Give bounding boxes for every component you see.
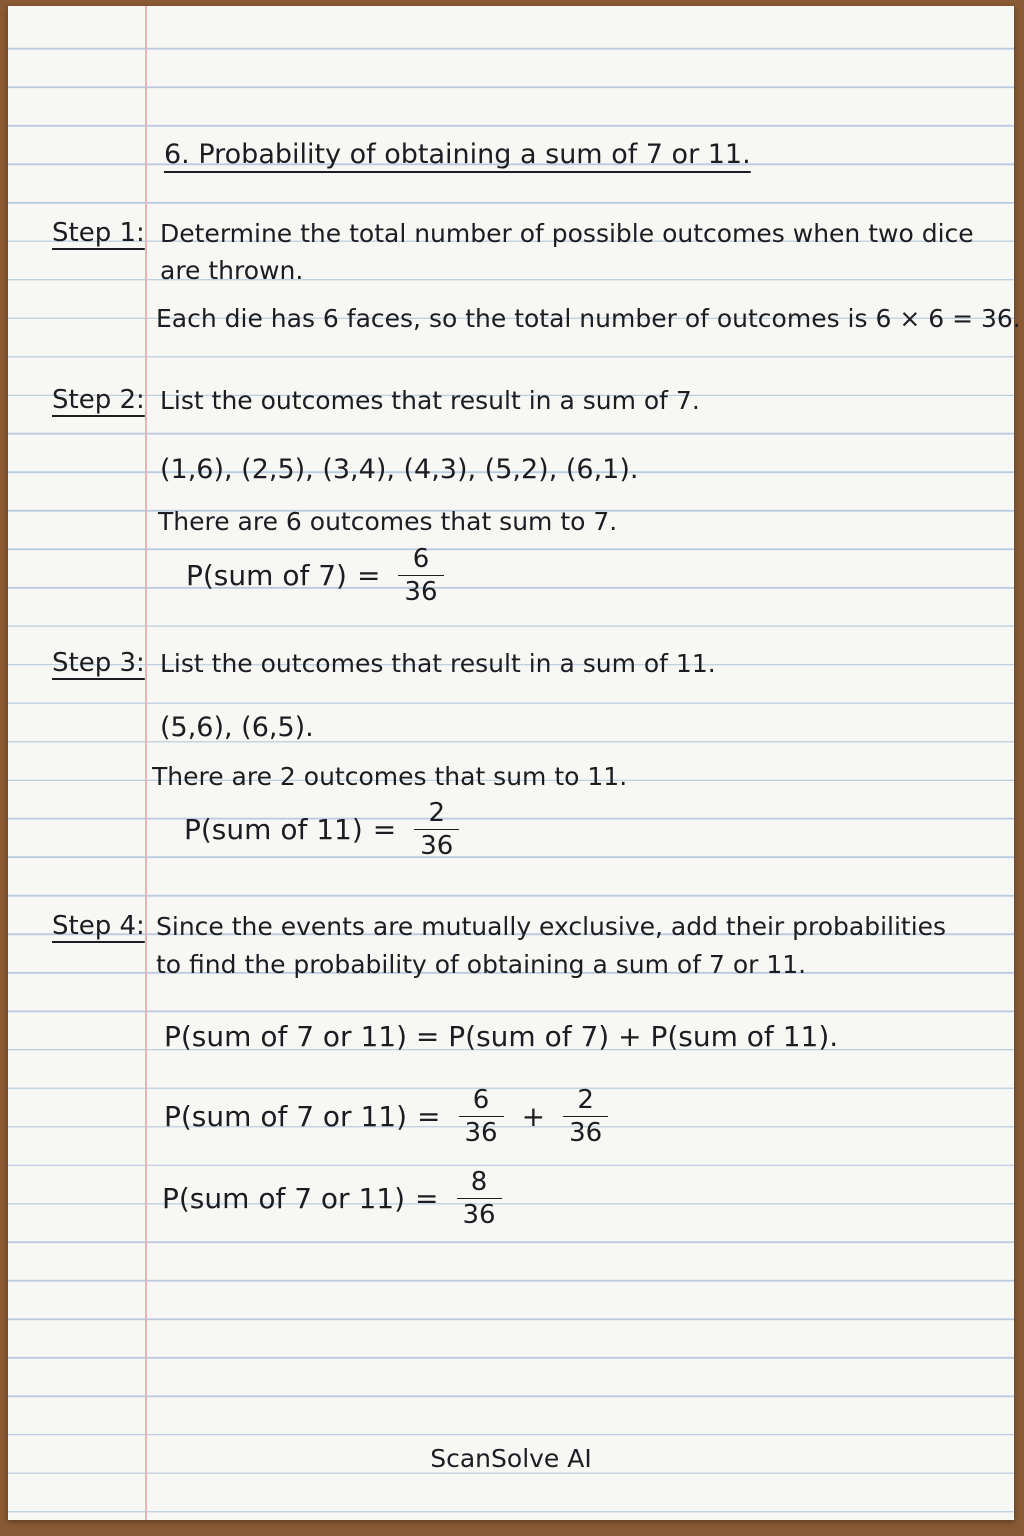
step-2-equation: [186, 543, 452, 608]
step-4-label: Step 4:: [52, 911, 145, 941]
numerator: 6: [412, 544, 430, 574]
eq-lhs: P(sum of 7): [186, 559, 347, 592]
eq-lhs: P(sum of 7 or 11): [162, 1182, 406, 1215]
denominator: 36: [414, 829, 459, 862]
eq-lhs: P(sum of 7 or 11): [164, 1100, 408, 1133]
step-4-equation-1: [164, 1020, 838, 1053]
fraction: [457, 1166, 502, 1231]
step-2-line-3: There are 6 outcomes that sum to 7.: [158, 507, 618, 536]
equals-sign: =: [356, 559, 381, 592]
step-4-line-1: Since the events are mutually exclusive, add their probabilities: [156, 912, 947, 941]
numerator: 6: [472, 1085, 490, 1115]
step-4-line-2: to find the probability of obtaining a sum of 7 or 11.: [156, 950, 807, 979]
footer-watermark: ScanSolve AI: [430, 1444, 592, 1473]
step-3-equation: [184, 797, 467, 862]
fraction: [563, 1084, 608, 1149]
step-2-label: Step 2:: [52, 385, 145, 415]
problem-title: 6. Probability of obtaining a sum of 7 or 11.: [164, 139, 751, 170]
numerator: 8: [470, 1167, 488, 1197]
denominator: 36: [398, 575, 443, 608]
equals-sign: =: [417, 1100, 441, 1133]
fraction: [459, 1084, 504, 1149]
step-3-label: Step 3:: [52, 648, 145, 678]
step-1-line-3: Each die has 6 faces, so the total number of outcomes is 6 × 6 = 36.: [156, 304, 1021, 333]
plus-sign: +: [521, 1100, 546, 1133]
denominator: 36: [459, 1116, 504, 1149]
eq-lhs: P(sum of 11): [184, 813, 363, 846]
step-4-equation-2: [164, 1084, 616, 1149]
equals-sign: =: [372, 813, 397, 846]
margin-line: [145, 6, 147, 1520]
step-2-line-1: List the outcomes that result in a sum of 7.: [160, 386, 700, 415]
notebook-page: [8, 6, 1021, 1520]
step-4-equation-3: [162, 1166, 510, 1231]
fraction: [398, 543, 443, 608]
step-1-line-2: are thrown.: [160, 256, 304, 285]
step-2-outcomes: (1,6), (2,5), (3,4), (4,3), (5,2), (6,1).: [160, 454, 639, 485]
fraction: [414, 797, 459, 862]
denominator: 36: [563, 1116, 608, 1149]
step-3-outcomes: (5,6), (6,5).: [160, 712, 314, 743]
equals-sign: =: [415, 1182, 439, 1215]
numerator: 2: [428, 798, 446, 828]
step-3-line-3: There are 2 outcomes that sum to 11.: [152, 762, 628, 791]
step-3-line-1: List the outcomes that result in a sum of 11.: [160, 649, 716, 678]
equation-text: P(sum of 7 or 11) = P(sum of 7) + P(sum of 11).: [164, 1020, 839, 1053]
denominator: 36: [457, 1198, 502, 1231]
step-1-label: Step 1:: [52, 218, 145, 248]
step-1-line-1: Determine the total number of possible outcomes when two dice: [160, 219, 974, 248]
numerator: 2: [577, 1085, 594, 1115]
